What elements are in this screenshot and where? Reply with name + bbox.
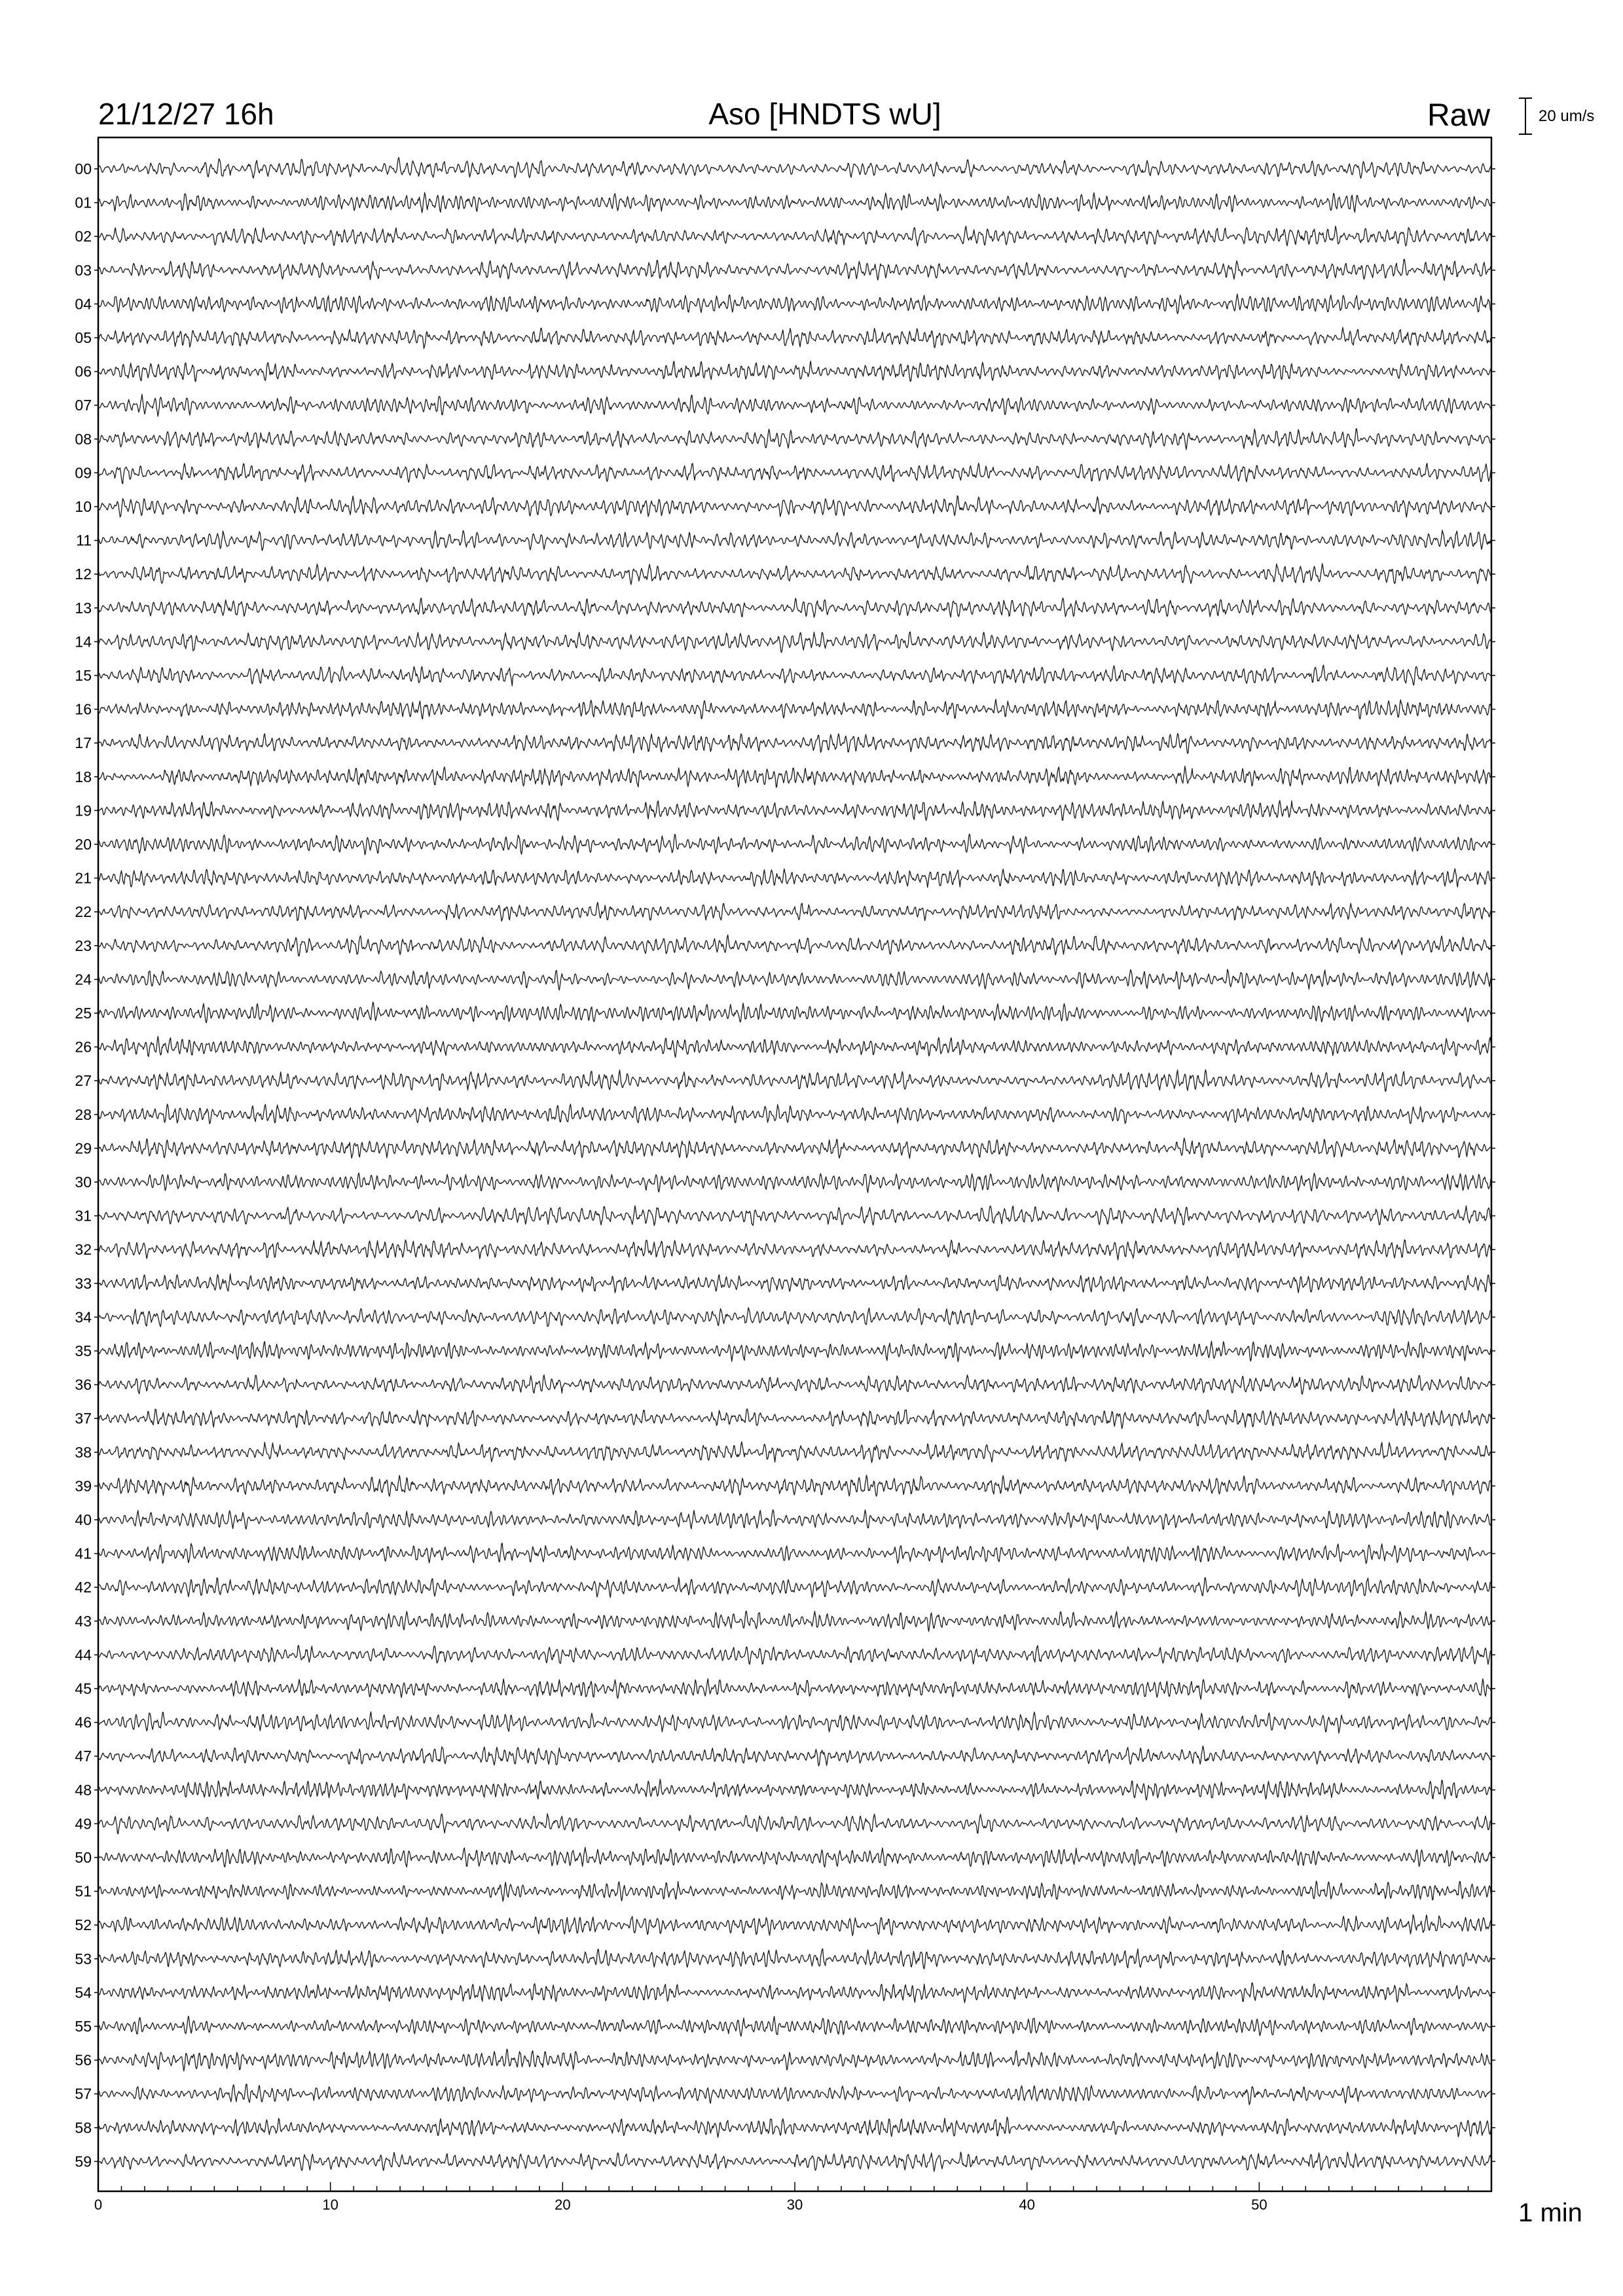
row-label-57: 57 bbox=[75, 2085, 92, 2103]
row-label-47: 47 bbox=[75, 1748, 92, 1765]
row-label-53: 53 bbox=[75, 1950, 92, 1967]
station-title: Aso [HNDTS wU] bbox=[708, 97, 941, 131]
row-label-28: 28 bbox=[75, 1105, 92, 1123]
row-label-26: 26 bbox=[75, 1038, 92, 1056]
row-label-22: 22 bbox=[75, 903, 92, 921]
x-tick-label-50: 50 bbox=[1251, 2197, 1267, 2213]
x-tick-label-10: 10 bbox=[322, 2197, 338, 2213]
x-axis-label: 1 min bbox=[1518, 2198, 1582, 2227]
row-label-27: 27 bbox=[75, 1072, 92, 1090]
row-label-04: 04 bbox=[75, 295, 92, 313]
row-label-15: 15 bbox=[75, 667, 92, 684]
row-label-13: 13 bbox=[75, 599, 92, 617]
mode-label: Raw bbox=[1427, 98, 1490, 133]
row-label-44: 44 bbox=[75, 1646, 92, 1664]
row-label-18: 18 bbox=[75, 768, 92, 785]
row-label-02: 02 bbox=[75, 228, 92, 245]
row-label-16: 16 bbox=[75, 700, 92, 718]
date-label: 21/12/27 16h bbox=[98, 97, 274, 131]
row-label-55: 55 bbox=[75, 2018, 92, 2035]
row-label-19: 19 bbox=[75, 802, 92, 819]
row-label-52: 52 bbox=[75, 1916, 92, 1934]
row-label-39: 39 bbox=[75, 1477, 92, 1495]
row-label-54: 54 bbox=[75, 1984, 92, 2001]
row-label-23: 23 bbox=[75, 937, 92, 954]
row-label-01: 01 bbox=[75, 194, 92, 211]
row-label-40: 40 bbox=[75, 1511, 92, 1528]
row-label-21: 21 bbox=[75, 869, 92, 887]
row-label-17: 17 bbox=[75, 734, 92, 752]
row-label-37: 37 bbox=[75, 1410, 92, 1427]
row-label-33: 33 bbox=[75, 1274, 92, 1292]
row-label-36: 36 bbox=[75, 1376, 92, 1393]
row-label-46: 46 bbox=[75, 1713, 92, 1731]
x-tick-label-20: 20 bbox=[555, 2197, 571, 2213]
row-label-06: 06 bbox=[75, 363, 92, 380]
row-label-05: 05 bbox=[75, 329, 92, 346]
row-label-29: 29 bbox=[75, 1139, 92, 1157]
row-label-45: 45 bbox=[75, 1680, 92, 1697]
row-label-58: 58 bbox=[75, 2119, 92, 2136]
row-label-41: 41 bbox=[75, 1545, 92, 1562]
row-label-32: 32 bbox=[75, 1241, 92, 1259]
row-label-14: 14 bbox=[75, 633, 92, 651]
row-label-38: 38 bbox=[75, 1443, 92, 1461]
row-label-00: 00 bbox=[75, 160, 92, 177]
scale-label: 20 um/s bbox=[1539, 107, 1595, 125]
row-label-03: 03 bbox=[75, 261, 92, 279]
row-label-08: 08 bbox=[75, 430, 92, 448]
row-label-43: 43 bbox=[75, 1612, 92, 1630]
row-label-56: 56 bbox=[75, 2051, 92, 2069]
x-tick-label-30: 30 bbox=[786, 2197, 803, 2213]
row-label-51: 51 bbox=[75, 1882, 92, 1900]
row-label-12: 12 bbox=[75, 565, 92, 583]
row-label-20: 20 bbox=[75, 836, 92, 853]
row-label-31: 31 bbox=[75, 1207, 92, 1225]
row-label-59: 59 bbox=[75, 2153, 92, 2170]
row-label-42: 42 bbox=[75, 1579, 92, 1596]
row-label-24: 24 bbox=[75, 971, 92, 988]
row-label-30: 30 bbox=[75, 1174, 92, 1191]
x-tick-label-0: 0 bbox=[94, 2197, 103, 2213]
row-label-50: 50 bbox=[75, 1849, 92, 1866]
row-label-11: 11 bbox=[76, 531, 92, 549]
row-label-34: 34 bbox=[75, 1308, 92, 1326]
row-label-35: 35 bbox=[75, 1342, 92, 1359]
x-tick-label-40: 40 bbox=[1019, 2197, 1035, 2213]
row-label-09: 09 bbox=[75, 464, 92, 482]
row-label-49: 49 bbox=[75, 1815, 92, 1833]
row-label-10: 10 bbox=[75, 498, 92, 515]
row-label-07: 07 bbox=[75, 397, 92, 414]
row-label-48: 48 bbox=[75, 1781, 92, 1799]
row-label-25: 25 bbox=[75, 1005, 92, 1022]
